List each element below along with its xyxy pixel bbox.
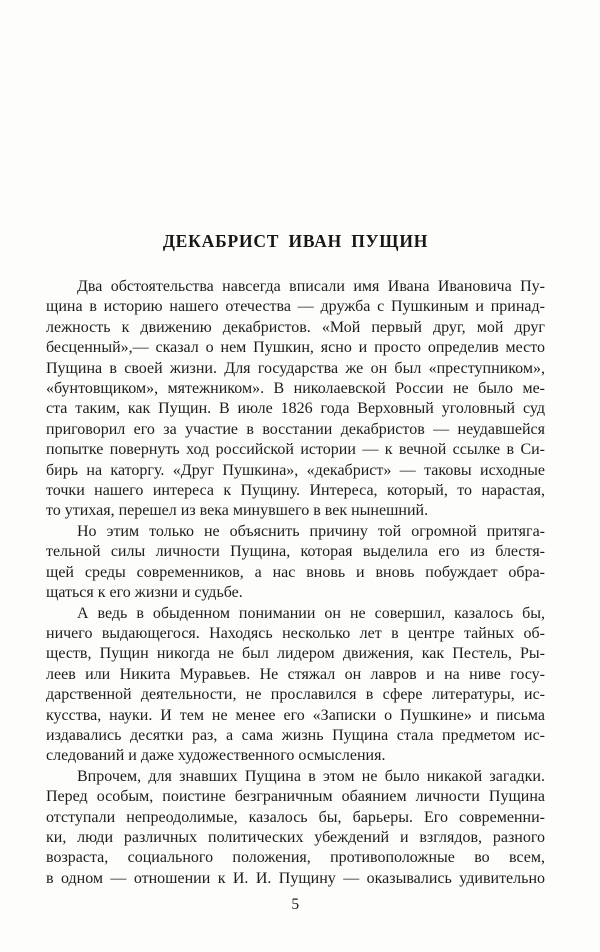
text-line: лежность к движению декабристов. «Мой первый друг, мой друг bbox=[46, 318, 545, 336]
text-line: Перед особым, поистине безграничным обаянием личности Пущина bbox=[46, 788, 545, 806]
text-line: «бунтовщиком», мятежником». В николаевской России не было ме- bbox=[46, 380, 545, 398]
text-line: издавались десятки раз, а сама жизнь Пущина стала предметом ис- bbox=[46, 726, 545, 744]
chapter-title: ДЕКАБРИСТ ИВАН ПУЩИН bbox=[162, 231, 429, 251]
text-line: кусства, науки. И тем не менее его «Записки о Пушкине» и письма bbox=[46, 706, 545, 724]
text-line: Впрочем, для знавших Пущина в этом не было никакой загадки. bbox=[77, 767, 545, 785]
text-line: дарственной деятельности, не прославился в сфере литературы, ис- bbox=[46, 686, 545, 704]
page-number: 5 bbox=[291, 896, 300, 914]
text-line: бесценный»,— сказал о нем Пушкин, ясно и просто определив место bbox=[46, 339, 545, 357]
text-line: Но этим только не объяснить причину той огромной притяга- bbox=[77, 522, 545, 540]
text-line: в одном — отношении к И. И. Пущину — оказывались удивительно bbox=[46, 869, 545, 887]
text-line: щаться к его жизни и судьбе. bbox=[46, 584, 243, 602]
text-line: возраста, социального положения, противоположные во всем, bbox=[46, 849, 545, 867]
text-line: отступали непреодолимые, казалось бы, барьеры. Его современни- bbox=[46, 808, 545, 826]
text-line: то утихая, перешел из века минувшего в век нынешний. bbox=[46, 502, 429, 520]
text-line: леев или Никита Муравьев. Не стяжал он лавров и на ниве госу- bbox=[46, 665, 545, 683]
text-line: щей среды современников, а нас вновь и вновь побуждает обра- bbox=[46, 563, 545, 581]
text-block bbox=[46, 277, 545, 889]
text-line: следований и даже художественного осмысления. bbox=[46, 747, 386, 765]
text-line: ста таким, как Пущин. В июле 1826 года Верховный уголовный суд bbox=[46, 400, 545, 418]
text-line: тельной силы личности Пущина, которая выделила его из блестя- bbox=[46, 543, 545, 561]
text-line: Два обстоятельства навсегда вписали имя Ивана Ивановича Пу- bbox=[77, 278, 545, 295]
text-line: А ведь в обыденном понимании он не совершил, казалось бы, bbox=[77, 604, 545, 622]
text-line: ки, люди различных политических убеждений и взглядов, разного bbox=[46, 828, 545, 846]
text-line: щина в историю нашего отечества — дружба с Пушкиным и принад- bbox=[46, 298, 545, 316]
text-line: попытке повернуть ход российской истории — к вечной ссылке в Си- bbox=[46, 441, 545, 459]
text-line: точки нашего интереса к Пущину. Интереса, который, то нарастая, bbox=[46, 482, 545, 500]
text-line: Пущина в своей жизни. Для государства же он был «преступником», bbox=[46, 359, 545, 377]
text-line: бирь на каторгу. «Друг Пушкина», «декабрист» — таковы исходные bbox=[46, 461, 545, 479]
text-line: приговорил его за участие в восстании декабристов — неудавшейся bbox=[46, 420, 545, 438]
text-line: ществ, Пущин никогда не был лидером движения, как Пестель, Ры- bbox=[46, 645, 545, 663]
text-line: ничего выдающегося. Находясь несколько лет в центре тайных об- bbox=[46, 624, 545, 642]
